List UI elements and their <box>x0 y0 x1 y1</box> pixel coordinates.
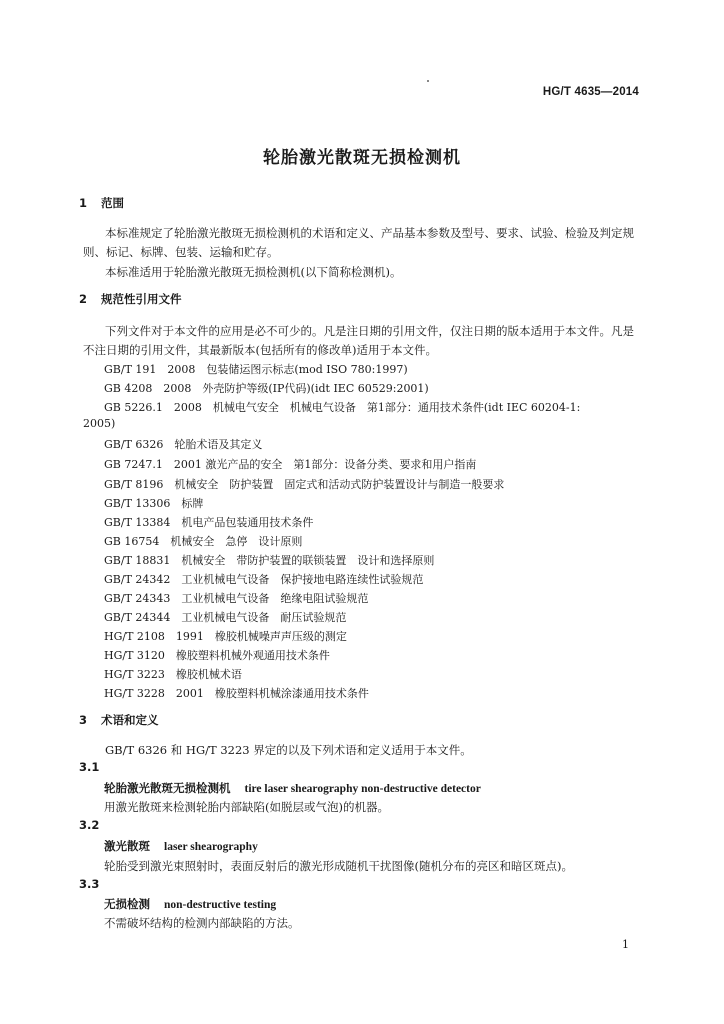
document-title: 轮胎激光散斑无损检测机 <box>263 148 461 168</box>
term-number: 3.1 <box>79 760 100 774</box>
term-en: laser shearography <box>164 841 258 853</box>
reference-item: HG/T 2108 1991 橡胶机械噪声声压级的测定 <box>104 630 347 643</box>
reference-item: HG/T 3223 橡胶机械术语 <box>104 668 242 681</box>
section-heading-3 <box>79 712 159 728</box>
section-number: 2 <box>79 292 88 306</box>
reference-item: GB 5226.1 2008 机械电气安全 机械电气设备 第1部分：通用技术条件(idt IEC 60204-1: <box>104 401 581 414</box>
reference-item: GB 16754 机械安全 急停 设计原则 <box>104 535 303 548</box>
term-zh: 激光散斑 <box>104 839 150 853</box>
section-title: 范围 <box>101 196 124 210</box>
reference-item: GB/T 18831 机械安全 带防护装置的联锁装置 设计和选择原则 <box>104 554 435 567</box>
section-heading-2 <box>79 291 182 307</box>
term-definition: 不需破坏结构的检测内部缺陷的方法。 <box>104 916 300 930</box>
term-zh: 轮胎激光散斑无损检测机 <box>104 781 231 795</box>
scan-speck <box>427 80 429 82</box>
reference-item: GB 4208 2008 外壳防护等级(IP代码)(idt IEC 60529:2001) <box>104 382 429 395</box>
term-definition: 轮胎受到激光束照射时，表面反射后的激光形成随机干扰图像(随机分布的亮区和暗区斑点)。 <box>104 859 573 873</box>
term-number: 3.2 <box>79 818 100 832</box>
paragraph: 本标准适用于轮胎激光散斑无损检测机(以下简称检测机)。 <box>105 265 402 279</box>
section-title: 规范性引用文件 <box>101 292 182 306</box>
reference-item: GB/T 191 2008 包装储运图示标志(mod ISO 780:1997) <box>104 363 408 376</box>
term-zh: 无损检测 <box>104 897 150 911</box>
reference-item-continuation: 2005) <box>83 417 116 430</box>
reference-item: GB/T 24344 工业机械电气设备 耐压试验规范 <box>104 611 347 624</box>
reference-item: HG/T 3228 2001 橡胶塑料机械涂漆通用技术条件 <box>104 687 369 700</box>
standard-number: HG/T 4635—2014 <box>542 86 639 98</box>
reference-item: GB/T 6326 轮胎术语及其定义 <box>104 438 263 451</box>
section-heading-1 <box>79 195 124 211</box>
section-title: 术语和定义 <box>101 713 159 727</box>
reference-item: GB/T 13306 标牌 <box>104 497 204 510</box>
paragraph: 下列文件对于本文件的应用是必不可少的。凡是注日期的引用文件，仅注日期的版本适用于本文件。凡是不注日期的引用文件，其最新版本(包括所有的修改单)适用于本文件。 <box>83 324 634 357</box>
term-title <box>104 780 481 796</box>
section-number: 3 <box>79 713 88 727</box>
section-number: 1 <box>79 196 88 210</box>
reference-item: HG/T 3120 橡胶塑料机械外观通用技术条件 <box>104 649 330 662</box>
paragraph: GB/T 6326 和 HG/T 3223 界定的以及下列术语和定义适用于本文件。 <box>105 743 472 757</box>
reference-item: GB/T 8196 机械安全 防护装置 固定式和活动式防护装置设计与制造一般要求 <box>104 478 505 491</box>
page-number: 1 <box>622 938 629 951</box>
term-definition: 用激光散斑来检测轮胎内部缺陷(如脱层或气泡)的机器。 <box>104 800 389 814</box>
term-title <box>104 896 276 912</box>
reference-item: GB/T 13384 机电产品包装通用技术条件 <box>104 516 314 529</box>
reference-item: GB/T 24342 工业机械电气设备 保护接地电路连续性试验规范 <box>104 573 424 586</box>
paragraph: 本标准规定了轮胎激光散斑无损检测机的术语和定义、产品基本参数及型号、要求、试验、检验及判定规则、标记、标牌、包装、运输和贮存。 <box>83 226 634 259</box>
reference-item: GB 7247.1 2001 激光产品的安全 第1部分：设备分类、要求和用户指南 <box>104 458 477 471</box>
term-en: tire laser shearography non-destructive detector <box>244 783 481 795</box>
term-en: non-destructive testing <box>164 899 277 911</box>
term-number: 3.3 <box>79 877 100 891</box>
term-title <box>104 838 258 854</box>
reference-item: GB/T 24343 工业机械电气设备 绝缘电阻试验规范 <box>104 592 369 605</box>
